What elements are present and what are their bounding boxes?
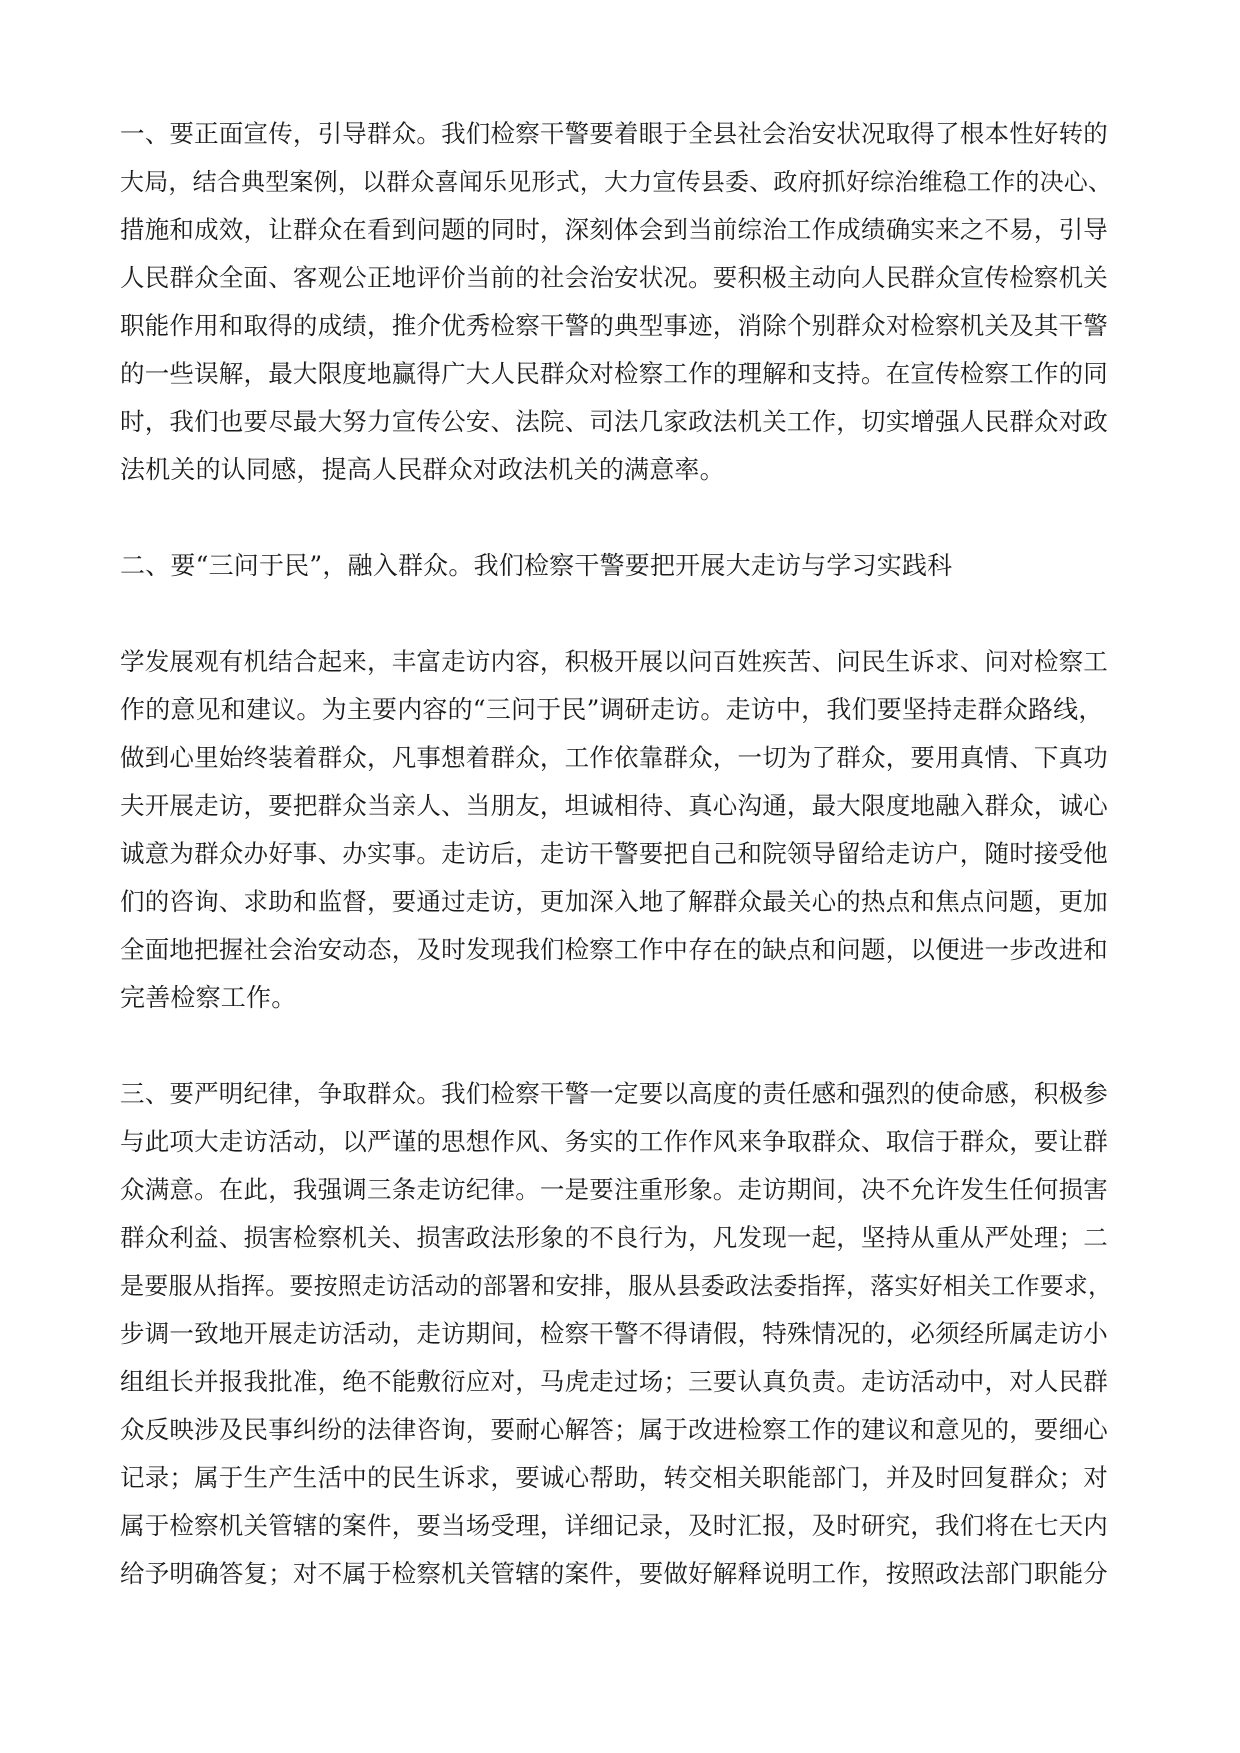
- text-line: 作的意见和建议。为主要内容的“三问于民”调研走访。走访中，我们要坚持走群众路线，: [120, 695, 1104, 724]
- text-line: 时，我们也要尽最大努力宣传公安、法院、司法几家政法机关工作，切实增强人民群众对政: [120, 407, 1108, 436]
- text-line: 是要服从指挥。要按照走访活动的部署和安排，服从县委政法委指挥，落实好相关工作要求，: [120, 1272, 1113, 1300]
- text-line: 夫开展走访，要把群众当亲人、当朋友，坦诚相待、真心沟通，最大限度地融入群众，诚心: [120, 791, 1108, 820]
- text-line: 组组长并报我批准，绝不能敷衍应对，马虎走过场；三要认真负责。走访活动中，对人民群: [120, 1367, 1108, 1396]
- paragraph-three-questions-heading: [120, 542, 1120, 590]
- text-line: 诚意为群众办好事、办实事。走访后，走访干警要把自己和院领导留给走访户，随时接受他: [120, 839, 1108, 868]
- text-line: 完善检察工作。: [120, 983, 297, 1012]
- text-line: 给予明确答复；对不属于检察机关管辖的案件，要做好解释说明工作，按照政法部门职能分: [120, 1559, 1108, 1588]
- paragraph-spacer: [120, 1022, 1120, 1070]
- text-line: 二、要“三问于民”，融入群众。我们检察干警要把开展大走访与学习实践科: [120, 551, 953, 580]
- text-line: 众满意。在此，我强调三条走访纪律。一是要注重形象。走访期间，决不允许发生任何损害: [120, 1175, 1108, 1204]
- text-line: 属于检察机关管辖的案件，要当场受理，详细记录，及时汇报，及时研究，我们将在七天内: [120, 1511, 1108, 1540]
- paragraph-three-questions-body: [120, 638, 1120, 1022]
- paragraph-spacer: [120, 590, 1120, 638]
- text-line: 人民群众全面、客观公正地评价当前的社会治安状况。要积极主动向人民群众宣传检察机关: [120, 263, 1108, 292]
- text-line: 大局，结合典型案例，以群众喜闻乐见形式，大力宣传县委、政府抓好综治维稳工作的决心、: [120, 168, 1113, 196]
- paragraph-positive-publicity: [120, 110, 1120, 494]
- text-line: 一、要正面宣传，引导群众。我们检察干警要着眼于全县社会治安状况取得了根本性好转的: [120, 119, 1108, 148]
- text-line: 群众利益、损害检察机关、损害政法形象的不良行为，凡发现一起，坚持从重从严处理；二: [120, 1223, 1108, 1252]
- text-line: 措施和成效，让群众在看到问题的同时，深刻体会到当前综治工作成绩确实来之不易，引导: [120, 215, 1108, 244]
- text-line: 职能作用和取得的成绩，推介优秀检察干警的典型事迹，消除个别群众对检察机关及其干警: [120, 311, 1108, 340]
- text-line: 法机关的认同感，提高人民群众对政法机关的满意率。: [120, 455, 725, 484]
- text-line: 的一些误解，最大限度地赢得广大人民群众对检察工作的理解和支持。在宣传检察工作的同: [120, 359, 1108, 388]
- text-line: 与此项大走访活动，以严谨的思想作风、务实的工作作风来争取群众、取信于群众，要让群: [120, 1127, 1108, 1156]
- text-line: 全面地把握社会治安动态，及时发现我们检察工作中存在的缺点和问题，以便进一步改进和: [120, 935, 1108, 964]
- paragraph-strict-discipline: [120, 1070, 1120, 1598]
- document-body: [120, 110, 1120, 1598]
- paragraph-spacer: [120, 494, 1120, 542]
- text-line: 做到心里始终装着群众，凡事想着群众，工作依靠群众，一切为了群众，要用真情、下真功: [120, 743, 1108, 772]
- text-line: 们的咨询、求助和监督，要通过走访，更加深入地了解群众最关心的热点和焦点问题，更加: [120, 887, 1108, 916]
- text-line: 学发展观有机结合起来，丰富走访内容，积极开展以问百姓疾苦、问民生诉求、问对检察工: [120, 647, 1108, 676]
- text-line: 众反映涉及民事纠纷的法律咨询，要耐心解答；属于改进检察工作的建议和意见的，要细心: [120, 1415, 1108, 1444]
- text-line: 记录；属于生产生活中的民生诉求，要诚心帮助，转交相关职能部门，并及时回复群众；对: [120, 1463, 1108, 1492]
- text-line: 三、要严明纪律，争取群众。我们检察干警一定要以高度的责任感和强烈的使命感，积极参: [120, 1079, 1108, 1108]
- text-line: 步调一致地开展走访活动，走访期间，检察干警不得请假，特殊情况的，必须经所属走访小: [120, 1319, 1108, 1348]
